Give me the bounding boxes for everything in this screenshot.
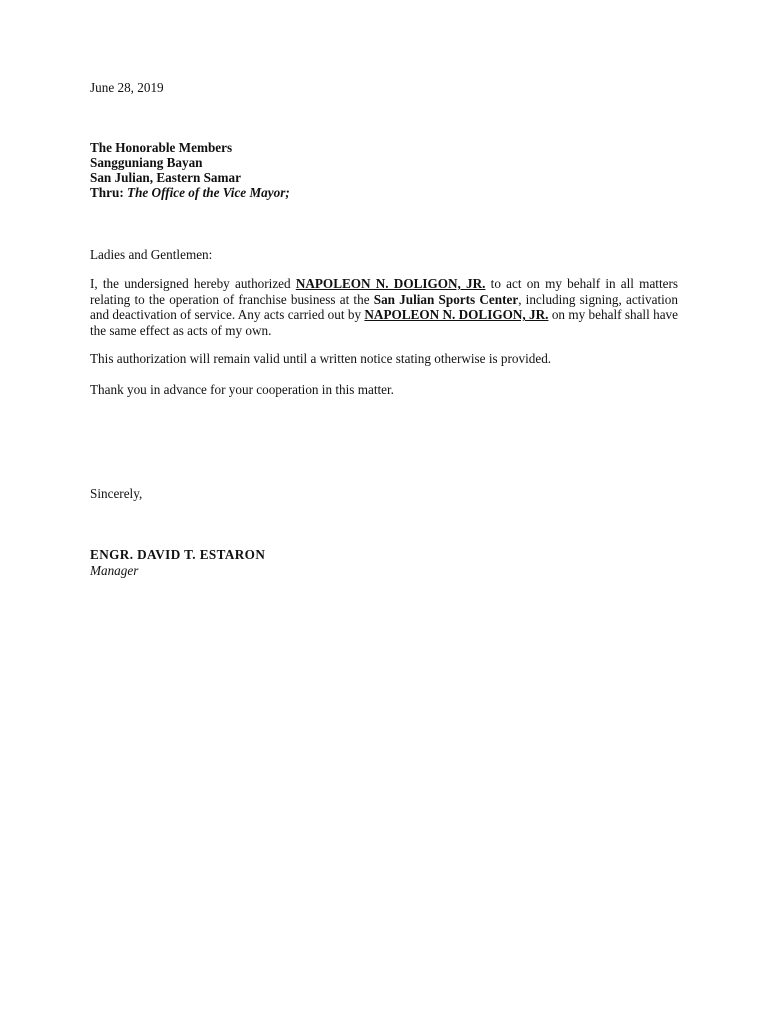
letter-page bbox=[90, 0, 678, 1024]
authorized-person-name: NAPOLEON N. DOLIGON, JR. bbox=[295, 276, 486, 291]
para1-text-1: I, the undersigned hereby authorized bbox=[90, 276, 296, 291]
salutation: Ladies and Gentlemen: bbox=[90, 247, 213, 262]
venue-name: San Julian Sports Center bbox=[373, 291, 519, 307]
para1-text-2: to act on my behalf in all matters relating to the operation of franchise business at the bbox=[90, 276, 678, 307]
para1-text-3: , including signing, activation and deactivation of service. Any acts carried out by bbox=[90, 291, 678, 322]
validity-paragraph: This authorization will remain valid until a written notice stating otherwise is provided. bbox=[90, 351, 552, 366]
recipient-line-1 bbox=[90, 140, 232, 155]
letter-date: June 28, 2019 bbox=[90, 80, 164, 95]
authorization-paragraph bbox=[90, 276, 678, 338]
recipient-line-2 bbox=[90, 155, 203, 170]
recipient-line-3 bbox=[90, 170, 241, 185]
recipient-members: The Honorable Members bbox=[90, 140, 233, 155]
para1-text-4: on my behalf shall have the same effect as acts of my own. bbox=[90, 307, 679, 338]
thru-office: The Office of the Vice Mayor; bbox=[127, 185, 290, 200]
closing: Sincerely, bbox=[90, 486, 143, 501]
recipient-body: Sangguniang Bayan bbox=[90, 155, 203, 170]
recipient-thru-line bbox=[90, 185, 290, 200]
authorized-person-name-repeat: NAPOLEON N. DOLIGON, JR. bbox=[364, 307, 549, 322]
signer-title: Manager bbox=[90, 563, 139, 578]
thanks-paragraph: Thank you in advance for your cooperation in this matter. bbox=[90, 382, 394, 397]
recipient-location: San Julian, Eastern Samar bbox=[90, 170, 241, 185]
signer-name: ENGR. DAVID T. ESTARON bbox=[90, 547, 266, 562]
thru-label: Thru: bbox=[90, 185, 124, 200]
